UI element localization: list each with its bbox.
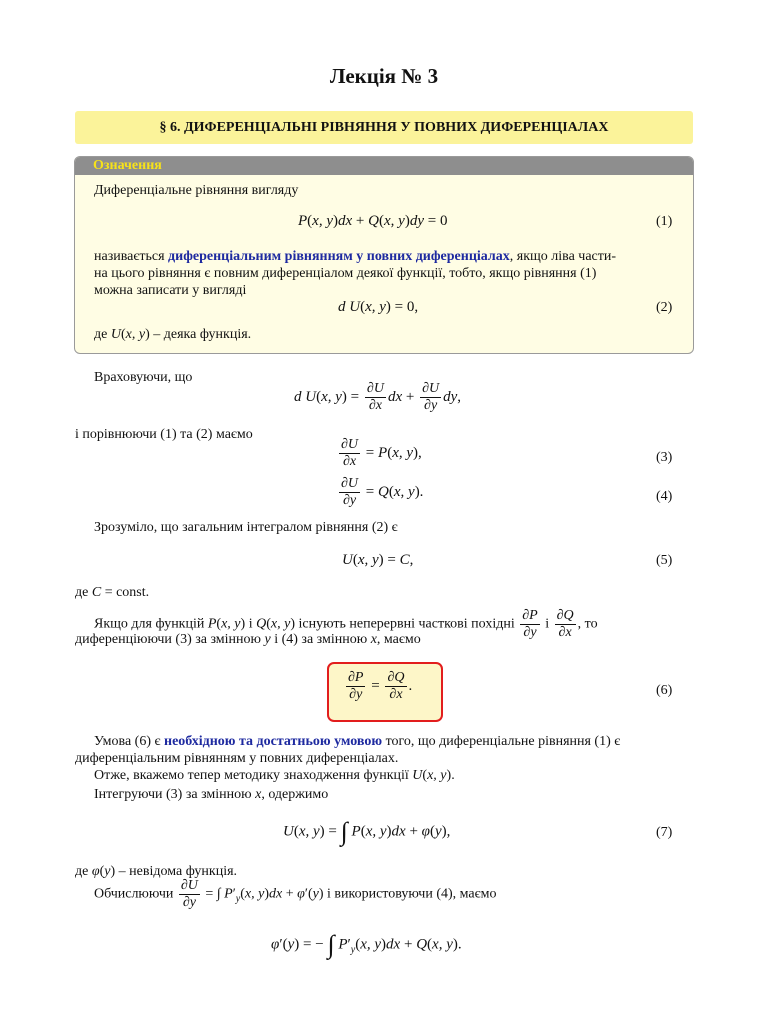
page-title: Лекція № 3 — [329, 64, 439, 88]
definition-line-3: можна записати у вигляді — [94, 283, 247, 298]
where-phi-text: де φ(y) – невідома функція. — [75, 864, 238, 879]
equation-number-1: (1) — [656, 214, 673, 229]
computing-line: Обчислюючи $\frac{\partial U}{\partial y}$ = ∫ $P'_y(x$, y)dx + φ′(y) і використовуючи (4), маємо — [94, 878, 497, 910]
equation-1: P(x, y)dx + Q(x, y)dy = 0 — [298, 213, 448, 229]
equation-number-4: (4) — [656, 489, 673, 504]
equation-5: U(x, y) = C, — [342, 552, 414, 568]
equation-6: $\frac{\partial P}{\partial y}$ = $\frac{\partial Q}{\partial x}$ . — [348, 670, 413, 702]
method-text: Отже, вкажемо тепер методику знаходження функції U(x, y). — [94, 768, 455, 783]
if-functions-line: Якщо для функцій P(x, y) і Q(x, y) існують неперервні часткові похідні $\frac{\partial P}{\partial y}$ і $\frac{\partial Q}{\partial x}$ , то — [94, 608, 598, 640]
definition-line-2: на цього рівняння є повним диференціалом деякої функції, тобто, якщо рівняння (1) — [94, 266, 597, 281]
equation-number-2: (2) — [656, 300, 673, 315]
section-heading: § 6. ДИФЕРЕНЦІАЛЬНІ РІВНЯННЯ У ПОВНИХ ДИФЕРЕНЦІАЛАХ — [159, 120, 609, 135]
definition-intro: Диференціальне рівняння вигляду — [94, 183, 299, 198]
equation-number-7: (7) — [656, 825, 673, 840]
definition-term: диференціальним рівнянням у повних диференціалах — [168, 249, 510, 264]
clearly-text: Зрозуміло, що загальним інтегралом рівняння (2) є — [94, 520, 398, 535]
considering-text: Враховуючи, що — [94, 370, 193, 385]
equation-number-3: (3) — [656, 450, 673, 465]
section-banner — [75, 111, 693, 144]
definition-header: Означення — [75, 157, 693, 175]
condition-line-2: диференціальним рівнянням у повних диференціалах. — [75, 751, 399, 766]
where-c-text: де C = const. — [75, 585, 150, 600]
equation-total-differential: d U(x, y) = $\frac{\partial U}{\partial x}$ dx + $\frac{\partial U}{\partial y}$ dy, — [294, 381, 462, 413]
definition-line-1: називається диференціальним рівнянням у повних диференціалах, якщо ліва части- — [94, 249, 617, 264]
equation-phi-prime: φ′(y) = − ∫ $P'_y(x$, y)dx + Q(x, y). — [271, 930, 462, 959]
equation-number-5: (5) — [656, 553, 673, 568]
integrating-text: Інтегруючи (3) за змінною x, одержимо — [94, 787, 329, 802]
equation-2: d U(x, y) = 0, — [338, 299, 419, 315]
condition-term: необхідною та достатньою умовою — [164, 734, 383, 749]
comparing-text: і порівнюючи (1) та (2) маємо — [75, 427, 253, 442]
equation-number-6: (6) — [656, 683, 673, 698]
equation-3: $\frac{\partial U}{\partial x}$ = P(x, y), — [341, 437, 422, 469]
differentiating-text: диференціюючи (3) за змінною y і (4) за змінною x, маємо — [75, 632, 421, 647]
equation-7: U(x, y) = ∫ P(x, y)dx + φ(y), — [283, 817, 451, 846]
equation-4: $\frac{\partial U}{\partial y}$ = Q(x, y). — [341, 476, 424, 508]
condition-line-1: Умова (6) є необхідною та достатньою умовою того, що диференціальне рівняння (1) є — [94, 734, 621, 749]
definition-where: де U(x, y) – деяка функція. — [94, 327, 252, 342]
